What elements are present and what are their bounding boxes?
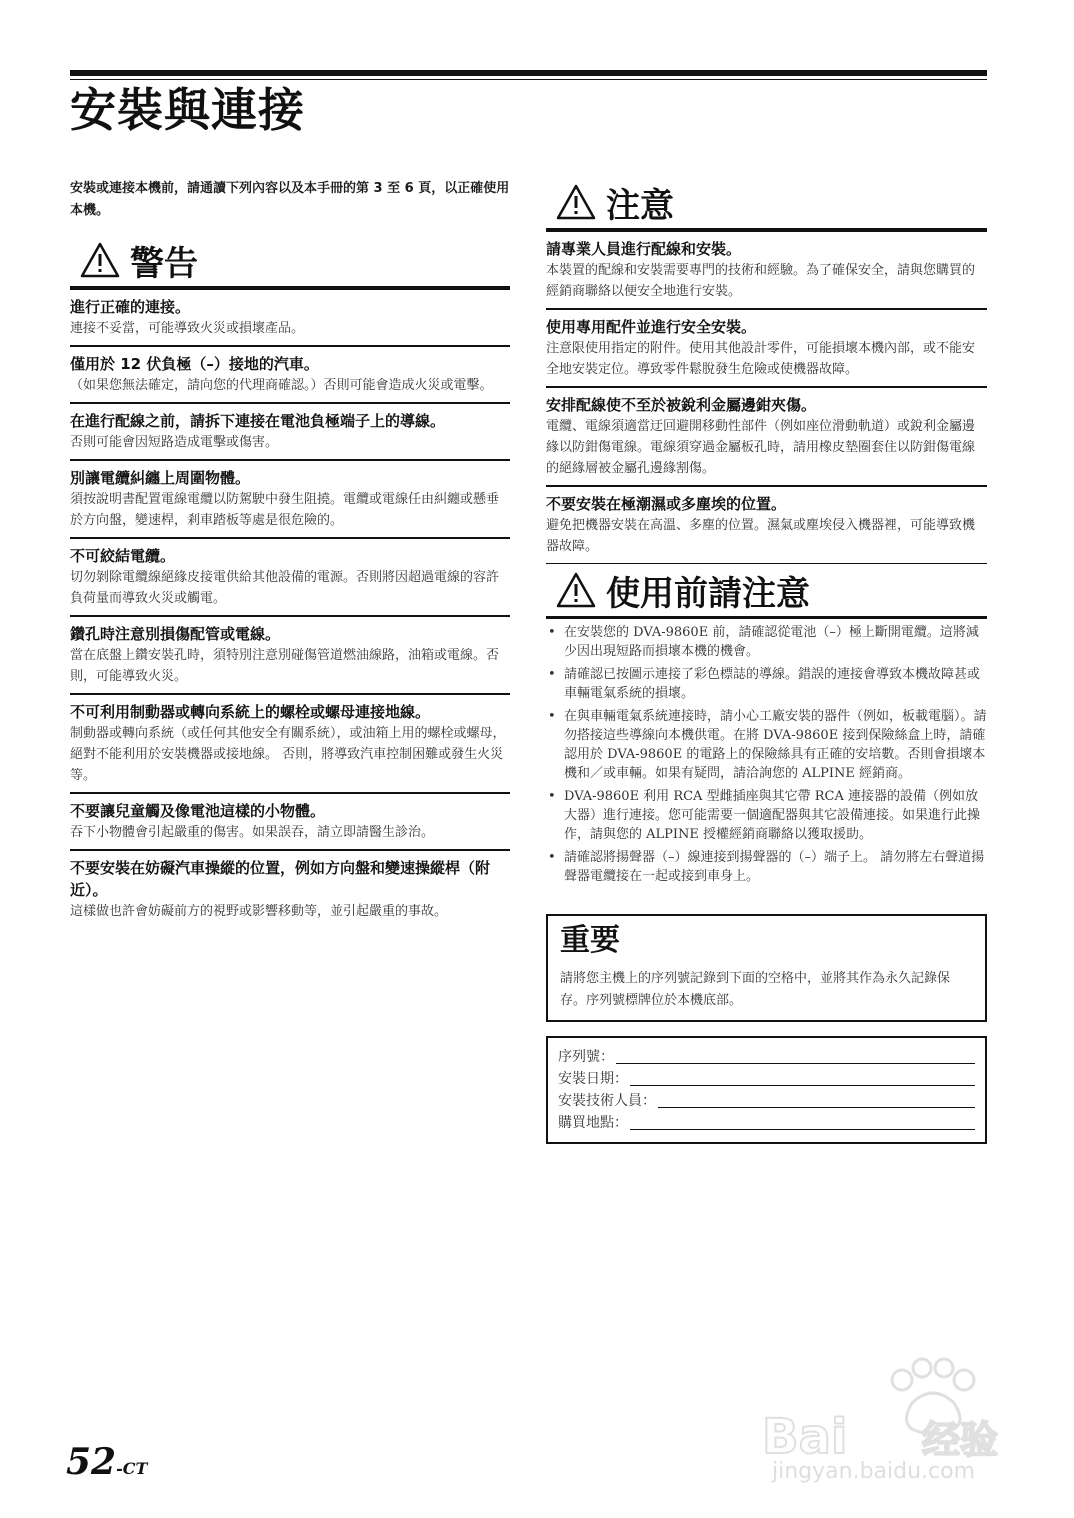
page-title: 安裝與連接 bbox=[70, 83, 305, 137]
warning-item-body: （如果您無法確定，請向您的代理商確認。）否則可能會造成火災或電擊。 bbox=[70, 378, 493, 393]
serial-record-form bbox=[546, 1036, 987, 1144]
svg-text:经验: 经验 bbox=[922, 1418, 999, 1462]
purchase-place-blank bbox=[630, 1113, 975, 1130]
caution-item bbox=[546, 231, 987, 309]
svg-text:Bai: Bai bbox=[762, 1409, 848, 1465]
page-number-suffix: -CT bbox=[116, 1459, 148, 1478]
warning-item-body: 吞下小物體會引起嚴重的傷害。如果誤吞，請立即請醫生診治。 bbox=[70, 825, 435, 840]
bullet-icon: • bbox=[548, 850, 556, 865]
warning-item-body: 連接不妥當，可能導致火災或損壞產品。 bbox=[70, 321, 305, 336]
installer-label: 安裝技術人員： bbox=[558, 1093, 656, 1109]
precaution-text: 請確認已按圖示連接了彩色標誌的導線。錯誤的連接會導致本機故障甚或車輛電氣系統的損壞。 bbox=[564, 667, 981, 701]
top-rule-thin bbox=[70, 79, 987, 80]
important-heading: 重要 bbox=[560, 923, 620, 958]
precaution-item bbox=[546, 787, 987, 844]
warning-item-title: 在進行配線之前，請拆下連接在電池負極端子上的導線。 bbox=[70, 403, 510, 432]
warning-item-title: 不要安裝在妨礙汽車操縱的位置，例如方向盤和變速操縱桿（附近）。 bbox=[70, 850, 510, 901]
warning-item-body: 須按說明書配置電線電纜以防駕駛中發生阻撓。電纜或電線任由糾纏或懸垂於方向盤，變速桿，剎車踏板等處是很危險的。 bbox=[70, 492, 500, 528]
precautions-heading bbox=[546, 564, 987, 619]
warning-item-title: 鑽孔時注意別損傷配管或電線。 bbox=[70, 616, 510, 645]
warning-item bbox=[70, 850, 510, 928]
warning-heading bbox=[70, 234, 510, 289]
page-number bbox=[66, 1440, 147, 1491]
warning-item bbox=[70, 289, 510, 346]
precautions-triangle-icon bbox=[556, 572, 596, 608]
warning-item-title: 別讓電纜糾纏上周圍物體。 bbox=[70, 460, 510, 489]
caution-item-body: 本裝置的配線和安裝需要專門的技術和經驗。為了確保安全，請與您購買的經銷商聯絡以便安全地進行安裝。 bbox=[546, 263, 976, 299]
right-column bbox=[546, 176, 987, 1144]
serial-number-label: 序列號： bbox=[558, 1049, 614, 1065]
precaution-item bbox=[546, 848, 987, 886]
installer-blank bbox=[658, 1091, 975, 1108]
warning-item bbox=[70, 538, 510, 616]
install-date-label: 安裝日期： bbox=[558, 1071, 628, 1087]
warning-item-body: 這樣做也許會妨礙前方的視野或影響移動等，並引起嚴重的事故。 bbox=[70, 904, 448, 919]
precaution-item bbox=[546, 707, 987, 783]
serial-number-blank bbox=[616, 1047, 975, 1064]
caution-item bbox=[546, 309, 987, 387]
caution-item-title: 請專業人員進行配線和安裝。 bbox=[546, 231, 987, 260]
warning-item-body: 制動器或轉向系統（或任何其他安全有關系統），或油箱上用的螺栓或螺母，絕對不能利用於安裝機器或接地線。 否則，將導致汽車控制困難或發生火災等。 bbox=[70, 726, 506, 783]
warning-item bbox=[70, 694, 510, 793]
precaution-item bbox=[546, 623, 987, 661]
warning-item-body: 切勿剝除電纜線絕緣皮接電供給其他設備的電源。否則將因超過電線的容許負荷量而導致火災或觸電。 bbox=[70, 570, 500, 606]
warning-triangle-icon bbox=[80, 242, 120, 278]
bullet-icon: • bbox=[548, 709, 556, 724]
watermark-url: jingyan.baidu.com bbox=[772, 1459, 976, 1483]
warning-item-title: 僅用於 12 伏負極（–）接地的汽車。 bbox=[70, 346, 510, 375]
precaution-item bbox=[546, 665, 987, 703]
warning-item-title: 不可利用制動器或轉向系統上的螺栓或螺母連接地線。 bbox=[70, 694, 510, 723]
caution-item-title: 不要安裝在極潮濕或多塵埃的位置。 bbox=[546, 486, 987, 515]
precaution-text: 在與車輛電氣系統連接時，請小心工廠安裝的器件（例如，板載電腦）。請勿搭接這些導線向本機供電。在將 DVA-9860E 接到保險絲盒上時，請確認用於 DVA-9860E 的電路上的保險絲具有正確的安培數。否則會損壞本機和／或車輛。如果有疑問，請洽詢您的 ALPINE 經銷商。 bbox=[564, 709, 987, 781]
precautions-heading-text: 使用前請注意 bbox=[606, 573, 810, 614]
serial-number-row bbox=[558, 1046, 975, 1068]
caution-item-title: 安排配線使不至於被銳利金屬邊鉗夾傷。 bbox=[546, 387, 987, 416]
caution-item bbox=[546, 387, 987, 486]
warning-item-title: 不要讓兒童觸及像電池這樣的小物體。 bbox=[70, 793, 510, 822]
purchase-place-row bbox=[558, 1112, 975, 1134]
purchase-place-label: 購買地點： bbox=[558, 1115, 628, 1131]
precaution-text: 在安裝您的 DVA-9860E 前，請確認從電池（–）極上斷開電纜。這將減少因出現短路而損壞本機的機會。 bbox=[564, 625, 979, 659]
warning-item bbox=[70, 403, 510, 460]
top-rule bbox=[70, 70, 987, 76]
caution-heading-text: 注意 bbox=[606, 185, 674, 226]
warning-item-body: 否則可能會因短路造成電擊或傷害。 bbox=[70, 435, 279, 450]
important-box bbox=[546, 914, 987, 1022]
warning-item bbox=[70, 616, 510, 694]
bullet-icon: • bbox=[548, 625, 556, 640]
caution-triangle-icon bbox=[556, 184, 596, 220]
caution-item-body: 避免把機器安裝在高溫、多塵的位置。濕氣或塵埃侵入機器裡，可能導致機器故障。 bbox=[546, 518, 976, 554]
install-date-row bbox=[558, 1068, 975, 1090]
intro-text: 安裝或連接本機前，請通讀下列內容以及本手冊的第 3 至 6 頁，以正確使用本機。 bbox=[70, 181, 510, 218]
caution-item-title: 使用專用配件並進行安全安裝。 bbox=[546, 309, 987, 338]
warning-item-title: 進行正確的連接。 bbox=[70, 289, 510, 318]
precaution-text: DVA-9860E 利用 RCA 型雌插座與其它帶 RCA 連接器的設備（例如放大器）進行連接。您可能需要一個適配器與其它設備連接。如果進行此操作，請與您的 ALPINE 授權經銷商聯絡以獲取援助。 bbox=[564, 789, 981, 842]
precaution-text: 請確認將揚聲器（–）線連接到揚聲器的（–）端子上。 請勿將左右聲道揚聲器電纜接在一起或接到車身上。 bbox=[564, 850, 985, 884]
precautions-list bbox=[546, 623, 987, 886]
install-date-blank bbox=[630, 1069, 975, 1086]
warning-item-title: 不可絞結電纜。 bbox=[70, 538, 510, 567]
important-body: 請將您主機上的序列號記錄到下面的空格中，並將其作為永久記錄保存。序列號標牌位於本機底部。 bbox=[560, 971, 951, 1008]
warning-item bbox=[70, 346, 510, 403]
baidu-watermark-logo bbox=[752, 1348, 1022, 1483]
bullet-icon: • bbox=[548, 667, 556, 682]
left-column bbox=[70, 178, 510, 928]
caution-item-body: 電纜、電線須適當迂回避開移動性部件（例如座位滑動軌道）或銳利金屬邊緣以防鉗傷電線。電線須穿過金屬板孔時，請用橡皮墊圈套住以防鉗傷電線的絕緣層被金屬孔邊緣割傷。 bbox=[546, 419, 976, 476]
caution-item bbox=[546, 486, 987, 564]
bullet-icon: • bbox=[548, 789, 556, 804]
warning-item bbox=[70, 793, 510, 850]
installer-row bbox=[558, 1090, 975, 1112]
page-number-value: 52 bbox=[66, 1441, 117, 1483]
caution-item-body: 注意限使用指定的附件。使用其他設計零件，可能損壞本機內部，或不能安全地安裝定位。導致零件鬆脫發生危險或使機器故障。 bbox=[546, 341, 976, 377]
warning-item bbox=[70, 460, 510, 538]
warning-item-body: 當在底盤上鑽安裝孔時，須特別注意別碰傷管道燃油線路，油箱或電線。否則，可能導致火災。 bbox=[70, 648, 500, 684]
caution-heading bbox=[546, 176, 987, 231]
warning-heading-text: 警告 bbox=[130, 243, 198, 284]
